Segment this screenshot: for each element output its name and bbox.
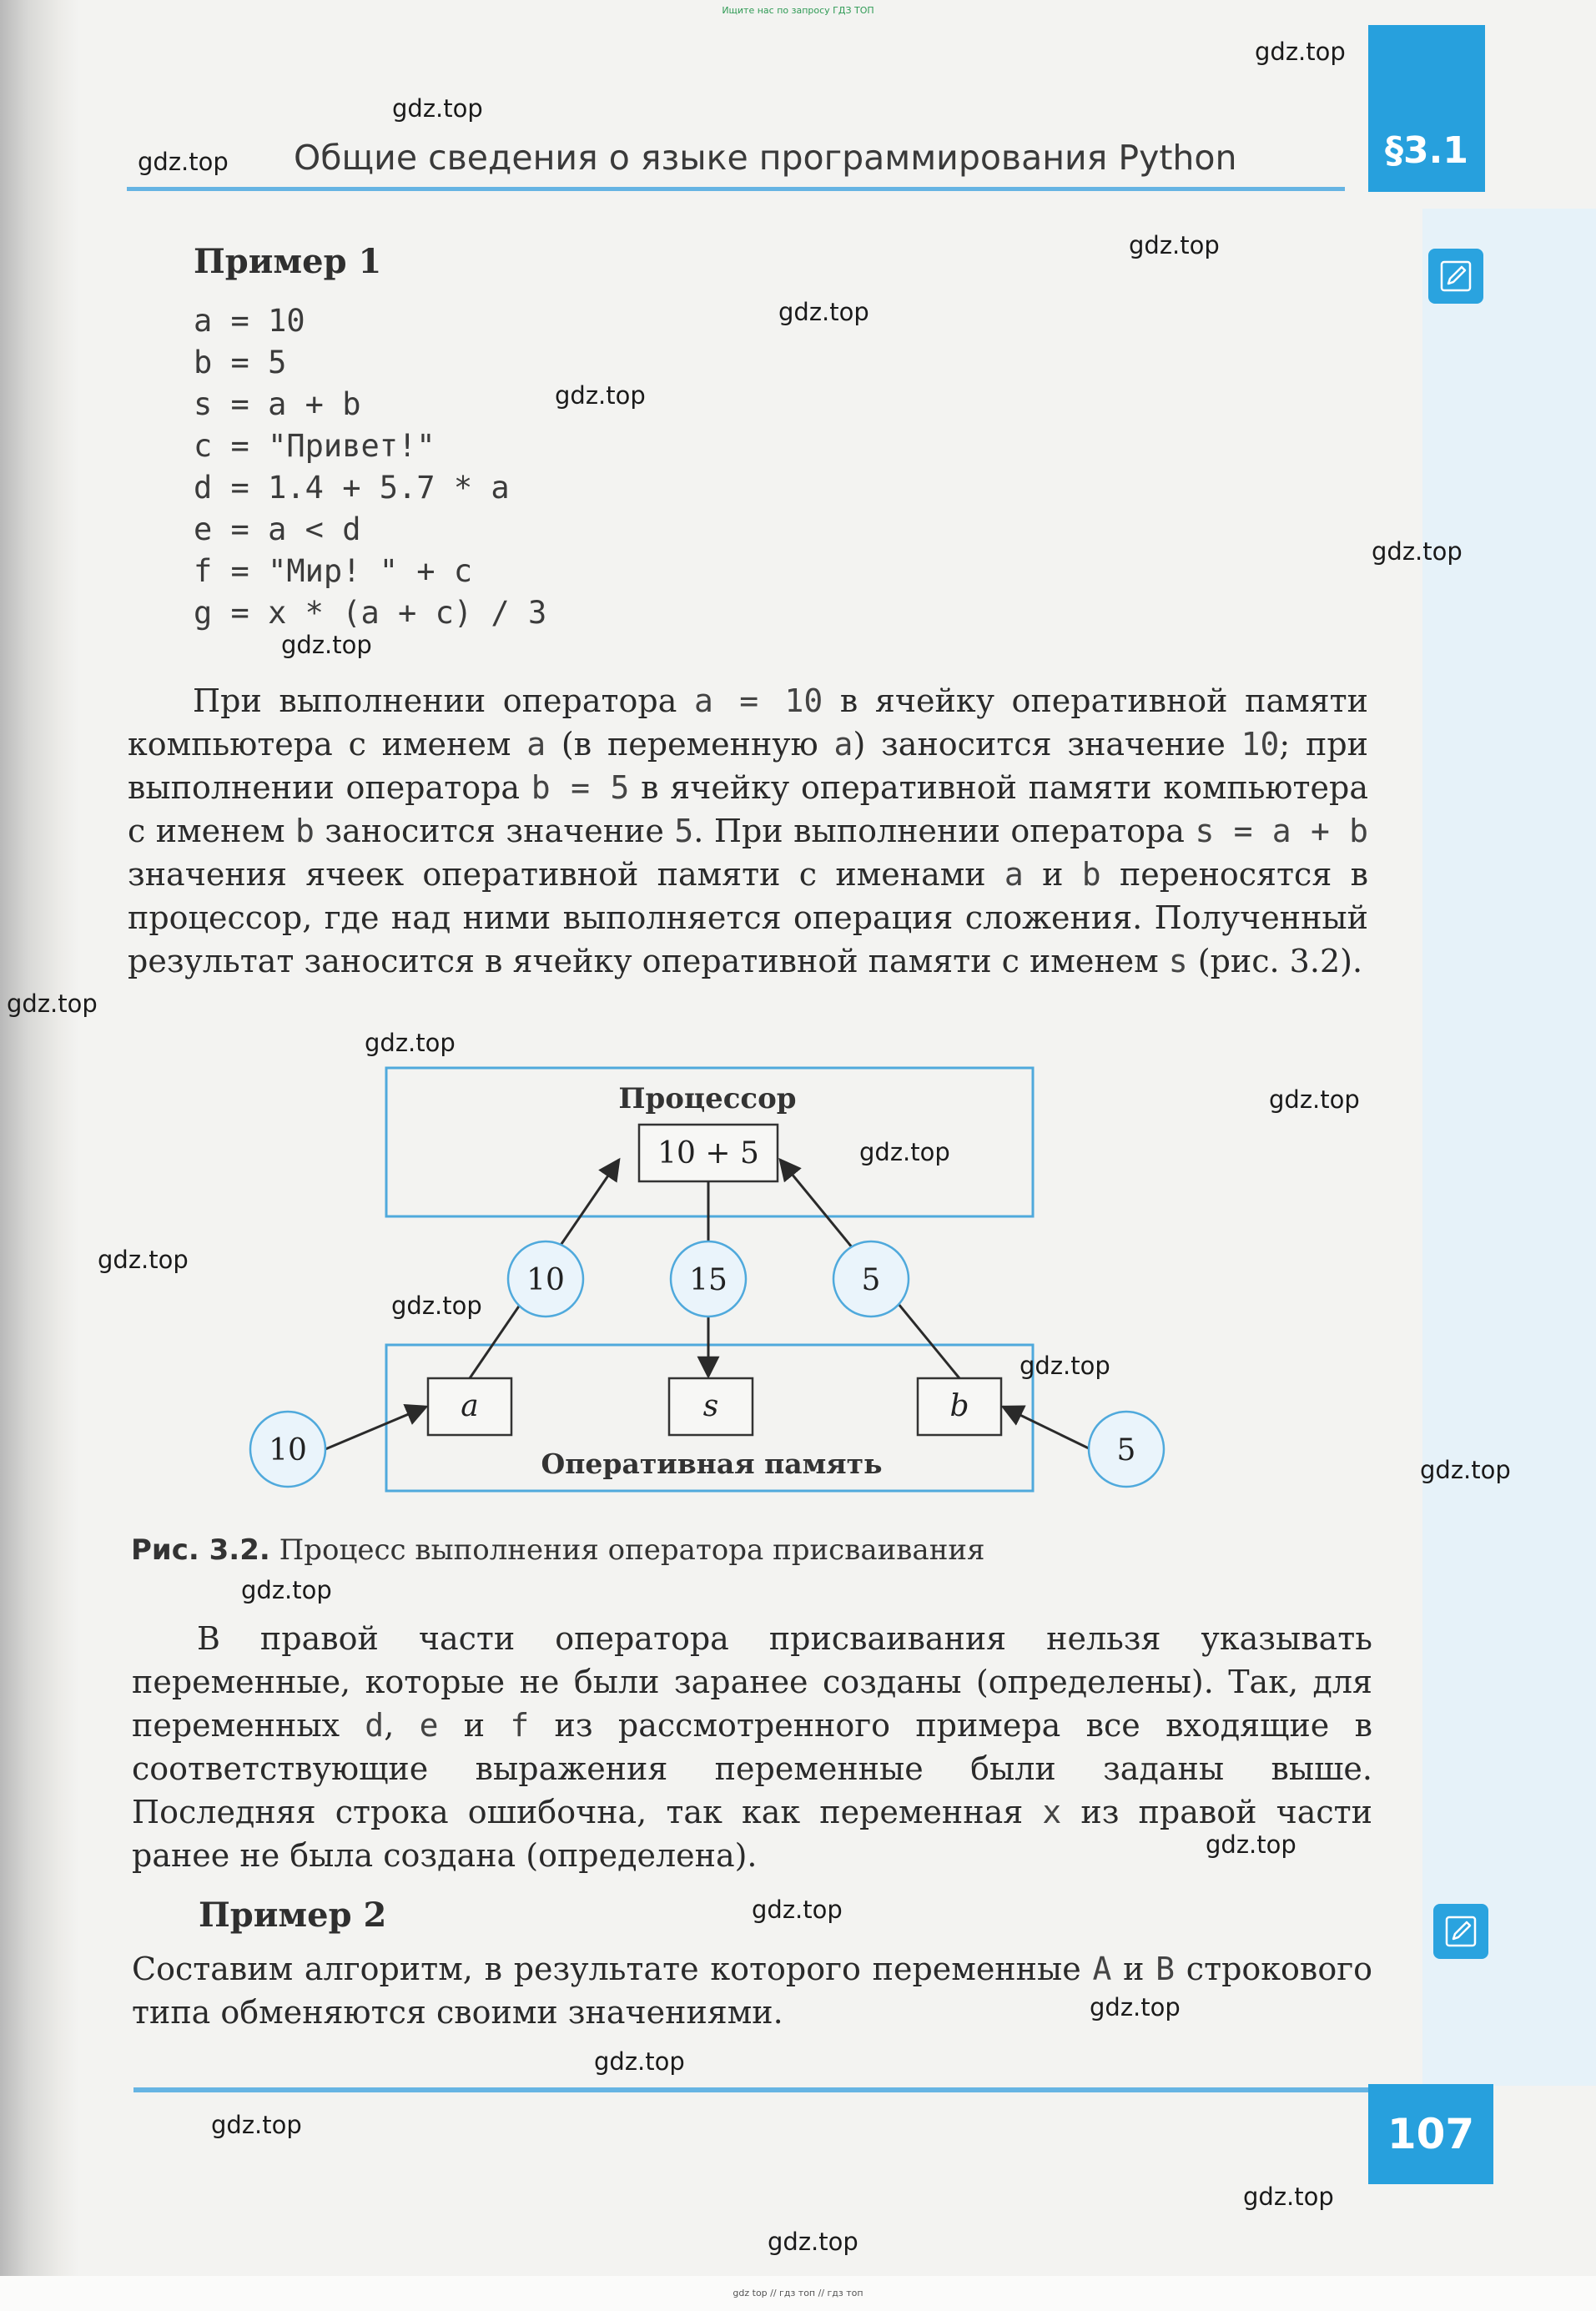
code-inline: e [419,1707,439,1744]
watermark: gdz.top [1269,1085,1360,1114]
watermark: gdz.top [768,2228,858,2256]
text-run: строкового типа обменяются своими значениями. [132,1951,1372,2031]
footer-rule [133,2087,1368,2092]
text-run: переносятся в процессор, где над ними выполняется операция сложения. Полученный результат заносится в ячейку оперативной памяти с именем [128,856,1369,979]
code-inline: b = 5 [531,769,630,806]
code-line: f = "Мир! " + c [194,553,473,589]
watermark: gdz.top [1206,1830,1296,1859]
text-run: (рис. 3.2). [1187,943,1363,979]
value-up-a: 10 [526,1263,565,1297]
watermark: gdz.top [391,1291,482,1320]
code-inline: 10 [1241,726,1280,763]
code-inline: x [1042,1794,1062,1830]
text-run: При выполнении оператора [193,682,694,719]
example-1-heading: Пример 1 [194,242,382,281]
text-run: в ячейку оперативной памяти компьютера с именем [128,769,1369,849]
text-run: (в переменную [546,726,834,763]
watermark: gdz.top [594,2047,685,2076]
watermark: gdz.top [555,381,646,410]
arrow-into-cell-a [325,1407,426,1449]
text-run: В правой части оператора присваивания нельзя указывать переменные, которые не были заранее созданы (определены). Так, для переменных [132,1620,1372,1744]
watermark: gdz.top [281,631,372,659]
text-run: и [438,1707,511,1744]
code-inline: a [526,726,546,763]
watermark: gdz.top [7,989,98,1018]
text-run: ) заносится значение [853,726,1241,763]
code-inline: b [295,813,315,849]
watermark: gdz.top [1420,1456,1511,1484]
watermark: gdz.top [365,1029,456,1057]
code-inline: A [1092,1951,1112,1987]
value-in-a: 10 [269,1433,307,1468]
code-line: g = x * (a + c) / 3 [194,595,547,631]
watermark: gdz.top [1090,1993,1181,2021]
value-up-b: 5 [861,1263,881,1297]
example-2-heading: Пример 2 [199,1896,387,1935]
text-run: из рассмотренного примера все входящие в соответствующие выражения переменные были заданы выше. Последняя строка ошибочна, так как переменная [132,1707,1372,1830]
text-run: , [384,1707,420,1744]
watermark: gdz.top [1243,2183,1334,2211]
code-inline: 5 [674,813,694,849]
code-inline: a = 10 [693,682,823,719]
memory-cell-a-label: a [461,1389,479,1423]
text-run: Составим алгоритм, в результате которого переменные [132,1951,1093,1987]
watermark: gdz.top [1020,1352,1110,1380]
watermark: gdz.top [138,148,229,176]
memory-cell-b-label: b [949,1389,969,1423]
watermark: gdz.top [1372,537,1463,566]
watermark: gdz.top [752,1896,843,1924]
text-run: значения ячеек оперативной памяти с именами [128,856,1004,893]
text-run: и [1111,1951,1156,1987]
memory-label: Оперативная память [541,1448,883,1480]
text-run: . При выполнении оператора [693,813,1196,849]
figure-caption [131,1533,984,1567]
watermark: gdz.top [1129,231,1220,259]
pencil-icon [1433,1904,1488,1959]
memory-cell-s-label: s [702,1389,719,1423]
code-inline: a [1004,856,1024,893]
watermark: gdz.top [392,94,483,123]
watermark: gdz.top [211,2111,302,2139]
code-inline: a [833,726,853,763]
code-inline: s [1168,943,1188,979]
code-inline: s = a + b [1195,813,1369,849]
value-in-b: 5 [1116,1433,1136,1468]
section-tab: §3.1 [1368,25,1485,192]
watermark: gdz.top [778,298,869,326]
value-down-s: 15 [689,1263,728,1297]
watermark: gdz.top [1255,38,1346,66]
code-line: s = a + b [194,386,361,422]
paragraph-example-2 [132,1947,1372,2034]
operation-label: 10 + 5 [657,1136,759,1171]
page-number: 107 [1368,2084,1493,2184]
code-line: e = a < d [194,511,361,547]
code-line: c = "Привет!" [194,428,436,464]
text-run: в ячейку оперативной памяти компьютера с именем [128,682,1368,763]
text-run: из правой части ранее не была создана (определена). [132,1794,1373,1874]
text-run: и [1023,856,1082,893]
code-inline: f [510,1707,530,1744]
figure-caption-text: Процесс выполнения оператора присваивания [279,1533,985,1567]
code-inline: d [365,1707,385,1744]
top-note: Ищите нас по запросу ГДЗ ТОП [722,5,874,16]
arrow-into-cell-b [1003,1407,1090,1449]
processor-label: Процессор [618,1082,797,1115]
watermark: gdz.top [98,1246,189,1274]
paragraph-undefined-variables [132,1617,1372,1877]
watermark: gdz.top [859,1138,950,1166]
code-inline: B [1155,1951,1176,1987]
text-run: ; при выполнении оператора [128,726,1368,806]
code-line: b = 5 [194,345,287,380]
bottom-note: gdz top // гдз топ // гдз топ [733,2288,863,2298]
chapter-header-title: Общие сведения о языке программирования Python [294,138,1237,178]
watermark: gdz.top [241,1576,332,1604]
figure-number: Рис. 3.2. [131,1533,270,1567]
code-inline: b [1081,856,1101,893]
code-line: a = 10 [194,303,305,339]
text-run: заносится значение [314,813,675,849]
code-line: d = 1.4 + 5.7 * a [194,470,510,506]
